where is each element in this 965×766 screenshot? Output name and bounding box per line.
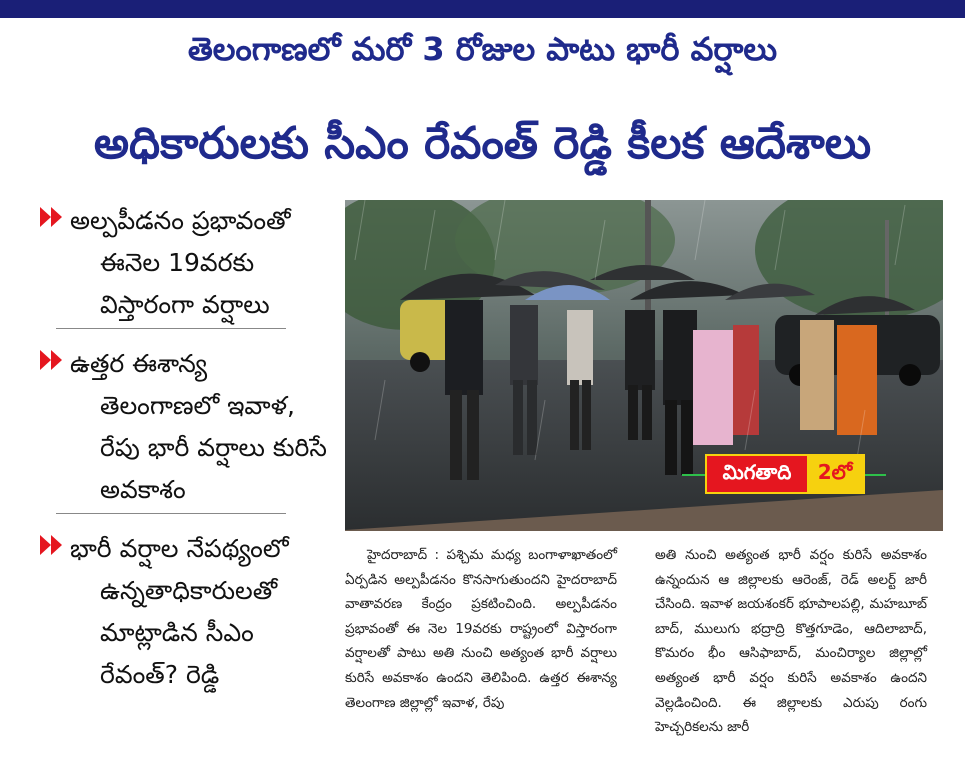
headline-line-1: తెలంగాణలో మరో 3 రోజుల పాటు భారీ వర్షాలు [187,30,778,68]
divider [56,328,286,329]
double-arrow-icon [40,202,66,232]
badge-text: మిగతాది [707,456,807,492]
highlight-item [40,200,330,329]
headline-line-2: అధికారులకు సీఎం రేవంత్ రెడ్డి కీలక ఆదేశాలు [93,118,872,169]
badge-accent-line-right [864,474,886,476]
double-arrow-icon [40,345,66,375]
article-column-1: హైదరాబాద్ : పశ్చిమ మధ్య బంగాళాఖాతంలో ఏర్పడిన అల్పపీడనం కొనసాగుతుందని హైదరాబాద్ వాతావరణ కేంద్రం ప్రకటించింది. అల్పపీడనం ప్రభావంతో ఈ నెల 19వరకు రాష్ట్రంలో విస్తారంగా వర్షాలతో పాటు అతి నుంచి అత్యంత భారీ వర్షాలు కురిసే అవకాశం ఉందని తెలిపింది. ఉత్తర ఈశాన్య తెలంగాణ జిల్లాల్లో ఇవాళ, రేపు [345,547,617,711]
highlight-text: అల్పపీడనం ప్రభావంతో ఈనెల 19వరకు విస్తారంగా వర్షాలు [70,206,291,319]
badge-accent-line-left [682,474,706,476]
highlight-item [40,528,330,696]
top-banner-bar [0,0,965,18]
highlight-item [40,343,330,514]
article-column-2: అతి నుంచి అత్యంత భారీ వర్షం కురిసే అవకాశం ఉన్నందున ఆ జిల్లాలకు ఆరెంజ్, రెడ్ అలర్ట్ జారీ చేసింది. ఇవాళ జయశంకర్ భూపాలపల్లి, మహబూబ్ బాద్, ములుగు భద్రాద్రి కొత్తగూడెం, ఆదిలాబాద్, కొమరం భీం ఆసిఫాబాద్, మంచిర్యాల జిల్లాల్లో అత్యంత భారీ వర్షం కురిసే అవకాశం ఉందని వెల్లడించింది. ఈ జిల్లాలకు ఎరుపు రంగు హెచ్చరికలను జారీ [655,547,927,736]
highlights-list [40,200,330,710]
highlight-text: ఉత్తర ఈశాన్య తెలంగాణలో ఇవాళ, రేపు భారీ వర్షాలు కురిసే అవకాశం [70,349,327,504]
continued-on-page-badge [705,454,865,494]
divider [56,513,286,514]
double-arrow-icon [40,530,66,560]
highlight-text: భారీ వర్షాల నేపథ్యంలో ఉన్నతాధికారులతో మాట్లాడిన సీఎం రేవంత్? రెడ్డి [70,534,289,689]
badge-page: 2లో [807,456,863,492]
